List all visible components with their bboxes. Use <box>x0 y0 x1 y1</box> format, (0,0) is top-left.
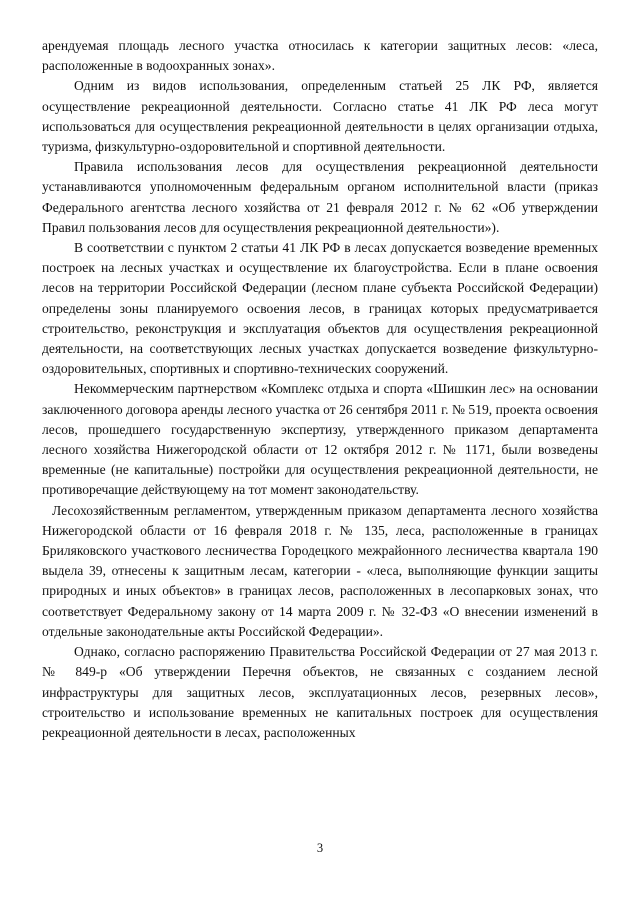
paragraph: арендуемая площадь лесного участка относилась к категории защитных лесов: «леса, расположенные в водоохранных зонах». <box>42 38 598 74</box>
paragraph: Одним из видов использования, определенным статьей 25 ЛК РФ, является осуществление рекреационной деятельности. Согласно статье 41 ЛК РФ леса могут использоваться для осуществления рекреационной деятельности в целях организации отдыха, туризма, физкультурно-оздоровительной и спортивной деятельности. <box>42 78 598 155</box>
paragraph: Некоммерческим партнерством «Комплекс отдыха и спорта «Шишкин лес» на основании заключенного договора аренды лесного участка от 26 сентября 2011 г. № 519, проекта освоения лесов, прошедшего государственную экспертизу, утвержденного приказом департамента лесного хозяйства Нижегородской области от 12 октября 2012 г. № 1171, были возведены временные (не капитальные) постройки для осуществления рекреационной деятельности, не противоречащие действующему на тот момент законодательству. <box>42 381 598 498</box>
paragraph: Лесохозяйственным регламентом, утвержденным приказом департамента лесного хозяйства Нижегородской области от 16 февраля 2018 г. № 135, леса, расположенные в границах Бриляковского участкового лесничества Городецкого межрайонного лесничества квартала 190 выдела 39, отнесены к защитным лесам, категории - «леса, выполняющие функции защиты природных и иных объектов» в границах лесов, расположенных в лесопарковых зонах, что соответствует Федеральному закону от 14 марта 2009 г. № 32-ФЗ «О внесении изменений в отдельные законодательные акты Российской Федерации». <box>42 502 598 639</box>
paragraph: В соответствии с пунктом 2 статьи 41 ЛК РФ в лесах допускается возведение временных построек на лесных участках и осуществление их благоустройства. Если в плане освоения лесов на территории Российской Федерации (лесном плане субъекта Российской Федерации) определены зоны планируемого освоения лесов, в границах которых предусматривается строительство, реконструкция и эксплуатация объектов для осуществления рекреационной деятельности, на соответствующих лесных участках допускается возведение физкультурно-оздоровительных, спортивных и спортивно-технических сооружений. <box>42 240 598 377</box>
page-number: 3 <box>316 841 324 855</box>
paragraph: Правила использования лесов для осуществления рекреационной деятельности устанавливаются уполномоченным федеральным органом исполнительной власти (приказ Федерального агентства лесного хозяйства от 21 февраля 2012 г. № 62 «Об утверждении Правил пользования лесов для осуществления рекреационной деятельности»). <box>42 159 598 235</box>
paragraph: Однако, согласно распоряжению Правительства Российской Федерации от 27 мая 2013 г. № 849-р «Об утверждении Перечня объектов, не связанных с созданием лесной инфраструктуры для защитных лесов, эксплуатационных лесов, резервных лесов», строительство и использование временных не капитальных построек для осуществления рекреационной деятельности в лесах, расположенных <box>42 644 598 740</box>
